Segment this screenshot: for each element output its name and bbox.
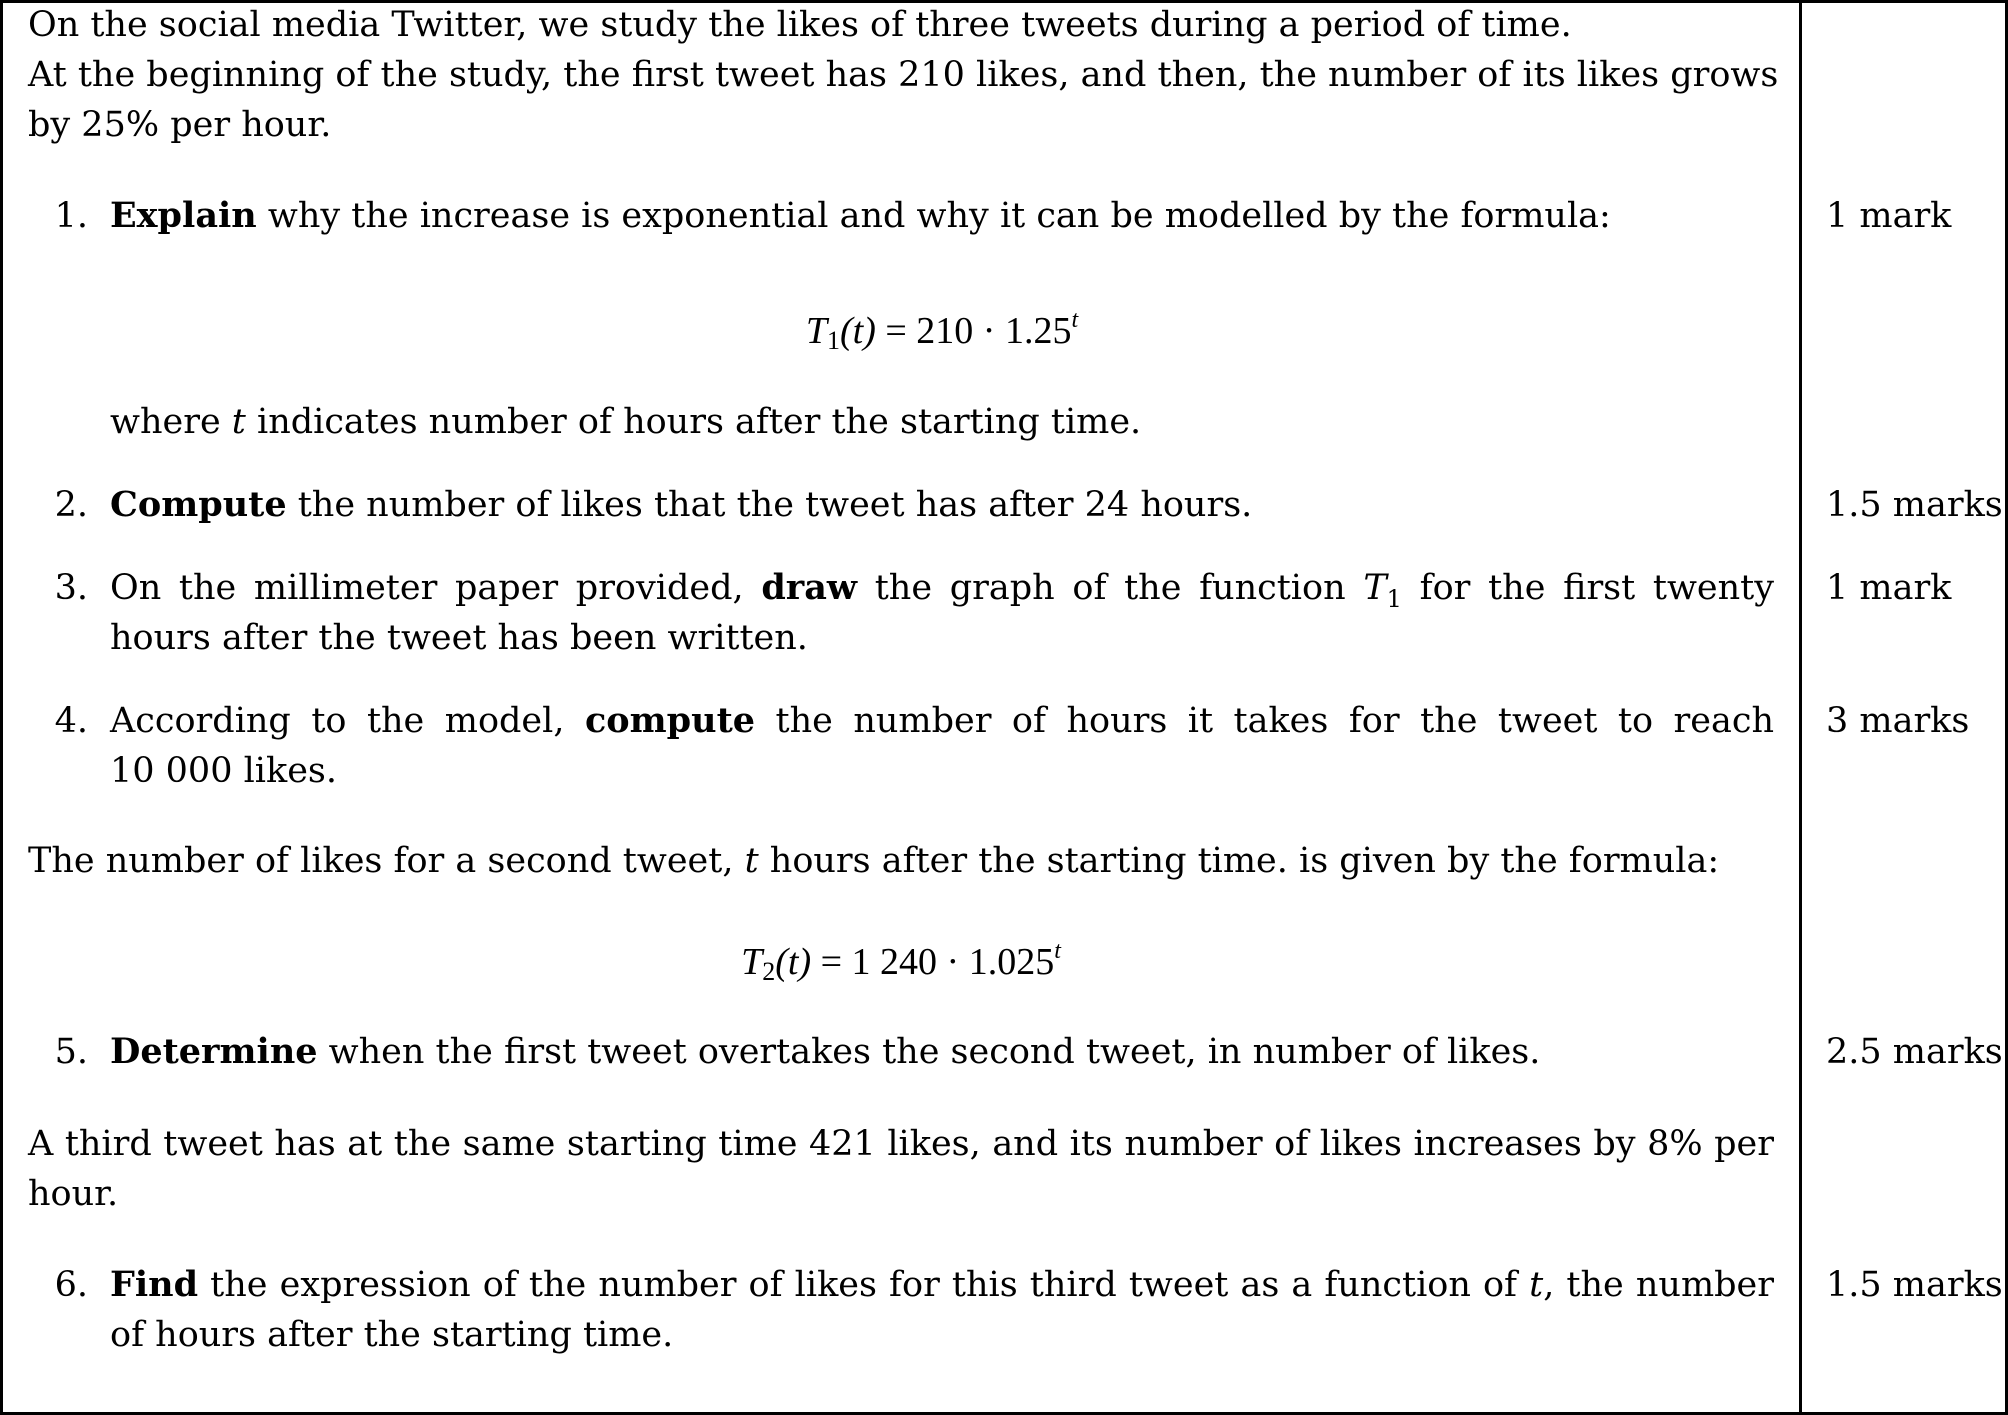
question-4-number: 4. xyxy=(54,701,88,741)
question-5-number: 5. xyxy=(54,1032,88,1072)
formula-t1-sub: 1 xyxy=(827,326,840,355)
formula-t2-fn: T xyxy=(741,941,763,983)
second-tweet-pre: The number of likes for a second tweet, xyxy=(28,841,745,881)
second-tweet-text xyxy=(28,836,1719,886)
question-3-line-2: hours after the tweet has been written. xyxy=(110,618,808,658)
formula-t2-exponent: t xyxy=(1054,938,1061,964)
intro-line-3: by 25% per hour. xyxy=(28,105,332,145)
question-2-marks: 1.5 marks xyxy=(1826,485,2003,525)
q3-end: for the first twenty xyxy=(1401,568,1774,608)
question-2-number: 2. xyxy=(54,485,88,525)
q4-post: the number of hours it takes for the tweet to reach xyxy=(755,701,1775,741)
question-5-body: when the first tweet overtakes the second tweet, in number of likes. xyxy=(317,1032,1541,1072)
question-6-number: 6. xyxy=(54,1265,88,1305)
marks-column-divider xyxy=(1799,0,1802,1415)
intro-line-2: At the beginning of the study, the first tweet has 210 likes, and then, the number of its likes grows xyxy=(28,55,1779,95)
question-3-number: 3. xyxy=(54,568,88,608)
question-1-body: why the increase is exponential and why it can be modelled by the formula: xyxy=(256,196,1611,236)
formula-t2-arg: (t) xyxy=(775,941,812,983)
question-5-verb: Determine xyxy=(110,1031,318,1072)
question-2-body: the number of likes that the tweet has after 24 hours. xyxy=(286,485,1253,525)
q4-pre: According to the model, xyxy=(110,701,585,741)
second-tweet-variable: t xyxy=(744,841,759,881)
formula-t2 xyxy=(741,937,1061,987)
intro-line-1: On the social media Twitter, we study the likes of three tweets during a period of time. xyxy=(28,5,1572,45)
question-5-marks: 2.5 marks xyxy=(1826,1032,2003,1072)
q3-function-sub: 1 xyxy=(1386,585,1402,613)
formula-t1-rhs: = 210 · 1.25 xyxy=(875,310,1072,352)
q3-function-name: T xyxy=(1363,568,1387,608)
question-1-marks: 1 mark xyxy=(1826,196,1952,236)
second-tweet-post: hours after the starting time. is given by the formula: xyxy=(758,841,1720,881)
note-variable: t xyxy=(231,402,246,442)
third-tweet-line-1: A third tweet has at the same starting time 421 likes, and its number of likes increases by 8% per xyxy=(28,1124,1774,1164)
question-4-line-1 xyxy=(110,696,1774,746)
q3-pre: On the millimeter paper provided, xyxy=(110,568,762,608)
formula-t1-exponent: t xyxy=(1071,307,1079,333)
question-3-marks: 1 mark xyxy=(1826,568,1952,608)
q6-end: , the number xyxy=(1543,1265,1774,1305)
note-post: indicates number of hours after the starting time. xyxy=(245,402,1142,442)
formula-t1-arg: (t) xyxy=(840,310,876,352)
question-6-verb: Find xyxy=(110,1264,199,1305)
question-1-text xyxy=(110,191,1611,241)
third-tweet-line-2: hour. xyxy=(28,1174,119,1214)
question-4-verb: compute xyxy=(584,700,756,741)
question-6-marks: 1.5 marks xyxy=(1826,1265,2003,1305)
question-2-text xyxy=(110,480,1252,530)
question-4-marks: 3 marks xyxy=(1826,701,1970,741)
formula-t1-fn: T xyxy=(805,310,827,352)
question-5-text xyxy=(110,1027,1540,1077)
note-pre: where xyxy=(110,402,232,442)
question-2-verb: Compute xyxy=(110,484,287,525)
q6-variable: t xyxy=(1529,1265,1544,1305)
question-4-line-2: 10 000 likes. xyxy=(110,751,337,791)
question-6-line-1 xyxy=(110,1260,1774,1310)
question-1-number: 1. xyxy=(54,196,88,236)
question-1-variable-note xyxy=(110,397,1141,447)
formula-t2-rhs: = 1 240 · 1.025 xyxy=(811,941,1055,983)
question-3-verb: draw xyxy=(761,567,858,608)
formula-t1 xyxy=(806,306,1078,356)
formula-t2-sub: 2 xyxy=(762,957,776,986)
q3-post: the graph of the function xyxy=(857,568,1364,608)
question-6-line-2: of hours after the starting time. xyxy=(110,1315,674,1355)
question-1-verb: Explain xyxy=(110,195,257,236)
q6-post: the expression of the number of likes for this third tweet as a function of xyxy=(198,1265,1530,1305)
